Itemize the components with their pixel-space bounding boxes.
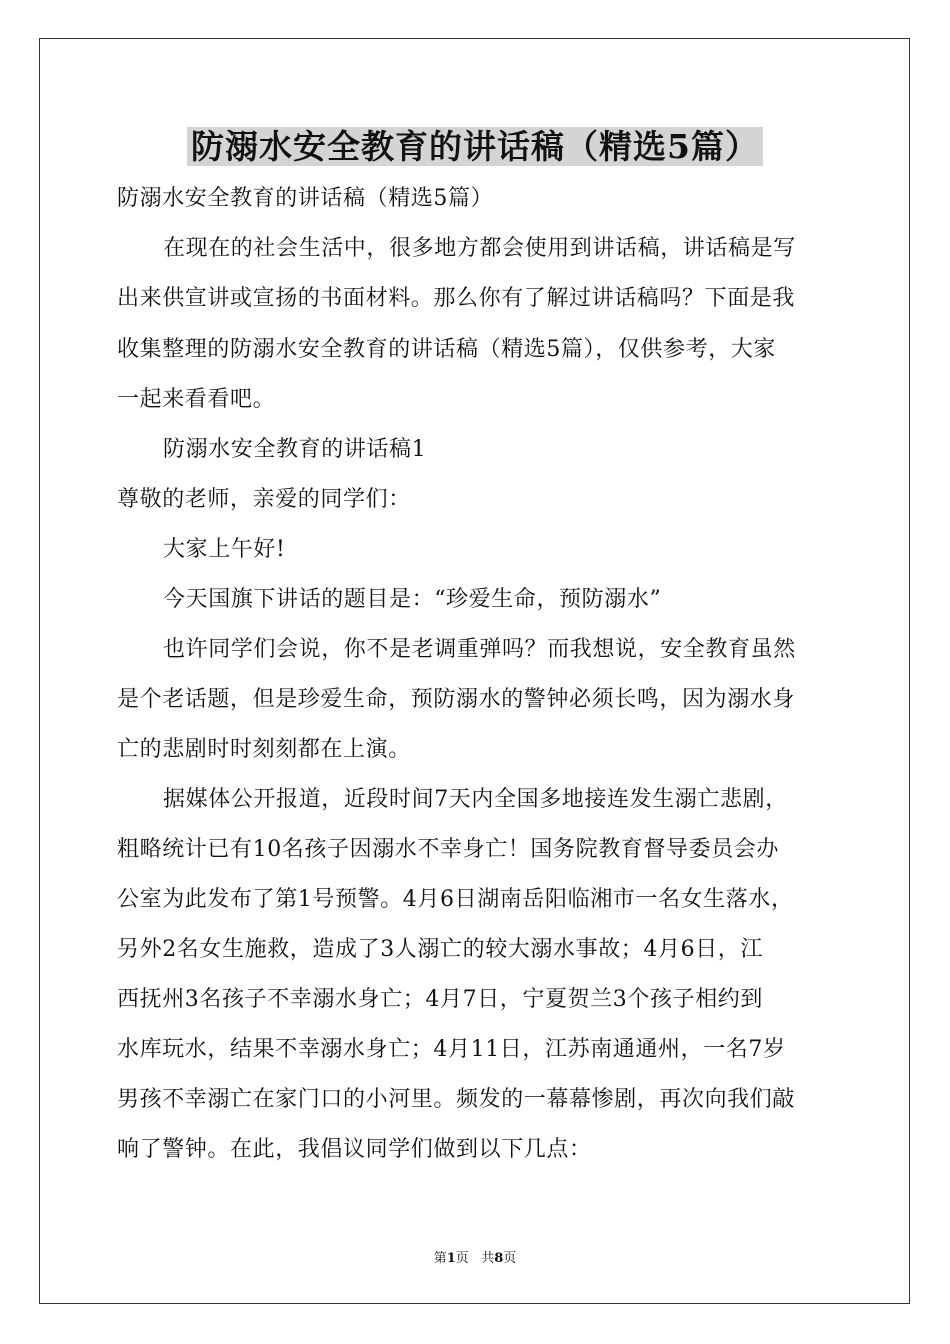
paragraph-line: 据媒体公开报道，近段时间7天内全国多地接连发生溺亡悲剧，	[163, 787, 788, 812]
greeting-line: 大家上午好!	[163, 537, 286, 562]
total-pages: 8	[494, 1251, 504, 1266]
page-suffix: 页	[455, 1251, 469, 1266]
page-number: 1	[446, 1251, 456, 1266]
page-prefix: 第	[433, 1251, 447, 1266]
page-footer	[0, 1250, 950, 1268]
document-title-text: 防溺水安全教育的讲话稿（精选5篇）	[187, 127, 763, 166]
paragraph-line: 水库玩水，结果不幸溺水身亡；4月11日，江苏南通通州，一名7岁	[117, 1037, 786, 1062]
paragraph-line: 粗略统计已有10名孩子因溺水不幸身亡！国务院教育督导委员会办	[117, 837, 779, 862]
paragraph-line: 西抚州3名孩子不幸溺水身亡；4月7日，宁夏贺兰3个孩子相约到	[117, 987, 763, 1012]
document-title	[0, 120, 950, 174]
paragraph-line: 是个老话题，但是珍爱生命，预防溺水的警钟必须长鸣，因为溺水身	[117, 687, 796, 712]
total-prefix: 共	[481, 1251, 495, 1266]
paragraph-line: 亡的悲剧时时刻刻都在上演。	[117, 737, 411, 762]
subtitle-line: 防溺水安全教育的讲话稿（精选5篇）	[117, 186, 494, 211]
paragraph-line: 出来供宣讲或宣扬的书面材料。那么你有了解过讲话稿吗？下面是我	[117, 286, 796, 311]
salutation-line: 尊敬的老师，亲爱的同学们：	[117, 487, 411, 512]
paragraph-line: 另外2名女生施救，造成了3人溺亡的较大溺水事故；4月6日，江	[117, 937, 763, 962]
paragraph-line: 收集整理的防溺水安全教育的讲话稿（精选5篇），仅供参考，大家	[117, 337, 776, 362]
total-suffix: 页	[503, 1251, 517, 1266]
paragraph-line: 在现在的社会生活中，很多地方都会使用到讲话稿，讲话稿是写	[163, 236, 796, 261]
paragraph-line: 公室为此发布了第1号预警。4月6日湖南岳阳临湘市一名女生落水，	[117, 887, 794, 912]
section-heading: 防溺水安全教育的讲话稿1	[163, 437, 427, 462]
paragraph-line: 男孩不幸溺亡在家门口的小河里。频发的一幕幕惨剧，再次向我们敲	[117, 1087, 796, 1112]
paragraph-line: 响了警钟。在此，我倡议同学们做到以下几点：	[117, 1137, 592, 1162]
paragraph-line: 一起来看看吧。	[117, 387, 276, 412]
paragraph-line: 也许同学们会说，你不是老调重弹吗？而我想说，安全教育虽然	[163, 637, 796, 662]
topic-line: 今天国旗下讲话的题目是：“珍爱生命，预防溺水”	[163, 587, 662, 612]
